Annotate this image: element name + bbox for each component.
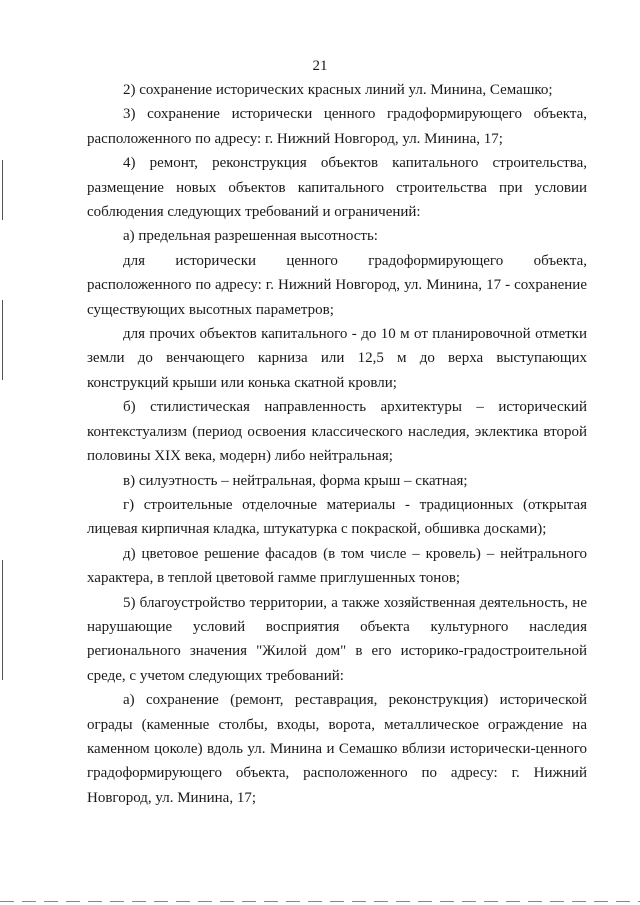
paragraph: для прочих объектов капитального - до 10 м от планировочной отметки земли до венчающего карниза или 12,5 м до верха выступающих конструкций крыши или конька скатной кровли; [87, 326, 587, 391]
paragraph: в) силуэтность – нейтральная, форма крыш – скатная; [123, 472, 468, 489]
document-body [87, 78, 587, 810]
scan-edge-mark [2, 300, 3, 380]
paragraph: д) цветовое решение фасадов (в том числе – кровель) – нейтрального характера, в теплой цветовой гамме приглушенных тонов; [87, 545, 587, 587]
paragraph: 3) сохранение исторически ценного градоформирующего объекта, расположенного по адресу: г. Нижний Новгород, ул. Минина, 17; [87, 106, 587, 147]
paragraph: а) сохранение (ремонт, реставрация, реконструкция) исторической ограды (каменные столбы, входы, ворота, металлическое ограждение на каменном цоколе) вдоль ул. Минина и Семашко вблизи исторически-ценного градоформирующего объекта, расположенного по адресу: г. Нижний Новгород, ул. Минина, 17; [87, 692, 587, 806]
scan-bottom-edge [0, 901, 640, 902]
paragraph: а) предельная разрешенная высотность: [123, 228, 378, 245]
paragraph: 2) сохранение исторических красных линий ул. Минина, Семашко; [123, 82, 553, 98]
scan-edge-mark [2, 160, 3, 220]
paragraph: б) стилистическая направленность архитектуры – исторический контекстуализм (период освоения классического наследия, эклектика второй половины XIX века, модерн) либо нейтральная; [87, 399, 587, 465]
paragraph: 4) ремонт, реконструкция объектов капитального строительства, размещение новых объектов капитального строительства при условии соблюдения следующих требований и ограничений: [87, 155, 587, 221]
paragraph: г) строительные отделочные материалы - традиционных (открытая лицевая кирпичная кладка, штукатурка с покраской, обшивка досками); [87, 496, 587, 538]
paragraph: для исторически ценного градоформирующего объекта, расположенного по адресу: г. Нижний Новгород, ул. Минина, 17 - сохранение существующих высотных параметров; [87, 252, 587, 318]
scan-edge-mark [2, 560, 3, 680]
paragraph: 5) благоустройство территории, а также хозяйственная деятельность, не нарушающие условий восприятия объекта культурного наследия регионального значения "Жилой дом" в его историко-градостроительной среде, с учетом следующих требований: [87, 594, 587, 684]
page-number: 21 [312, 58, 328, 74]
